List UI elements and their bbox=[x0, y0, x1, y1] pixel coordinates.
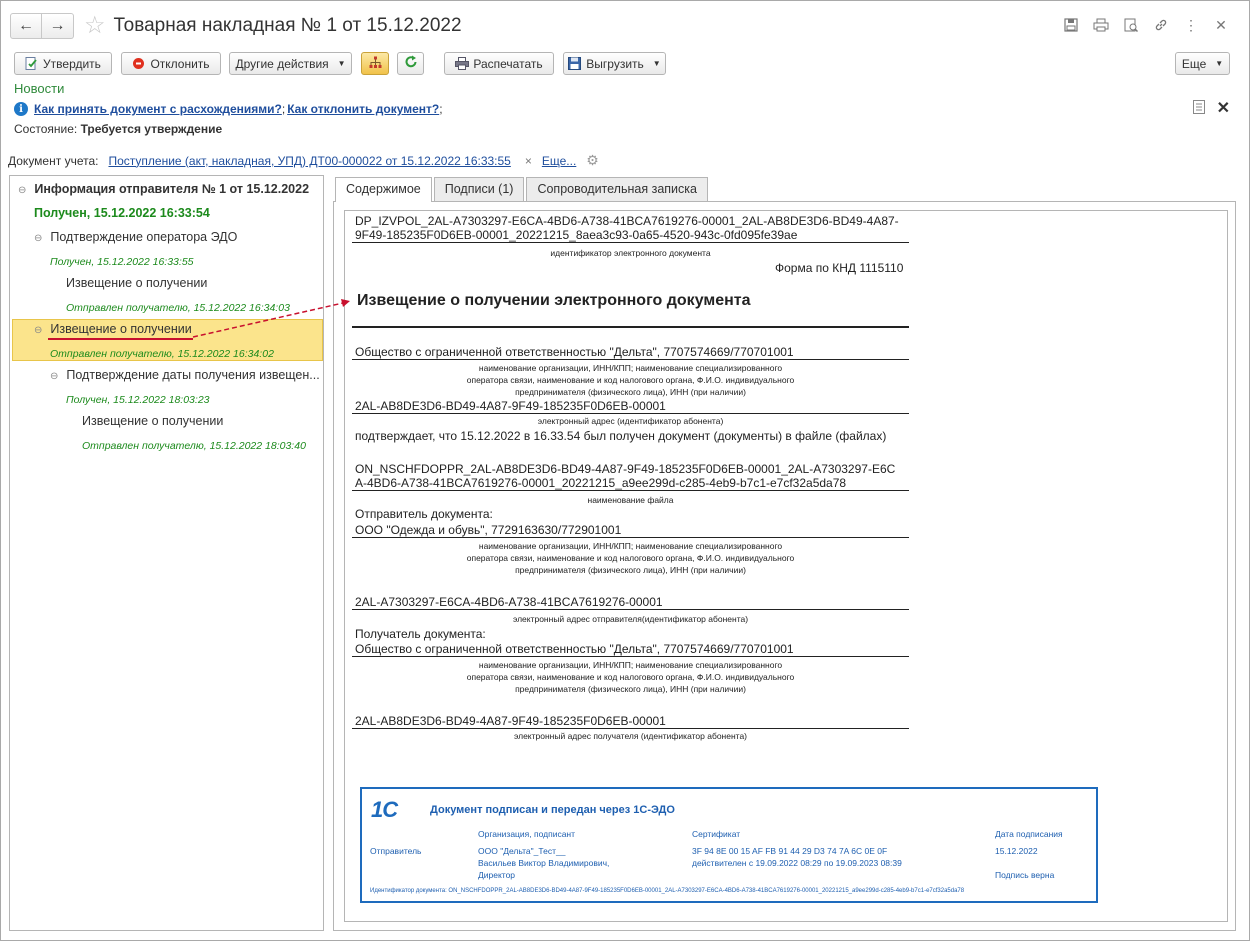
tree-node-title: Информация отправителя № 1 от 15.12.2022 bbox=[34, 182, 310, 196]
sender-address: 2AL-A7303297-E6CA-4BD6-A738-41BCA7619276-00001 bbox=[355, 595, 663, 609]
receiver-caption-3: предпринимателя (физического лица), ИНН (при наличии) bbox=[515, 684, 746, 694]
tree-node-status: Получен, 15.12.2022 16:33:55 bbox=[50, 256, 194, 268]
stamp-sign-date: 15.12.2022 bbox=[995, 846, 1038, 856]
org-address: 2AL-AB8DE3D6-BD49-4A87-9F49-185235F0D6EB-00001 bbox=[355, 399, 666, 413]
separator: ; bbox=[439, 102, 443, 116]
stamp-signer: Васильев Виктор Владимирович, bbox=[478, 858, 610, 868]
state-value: Требуется утверждение bbox=[80, 122, 223, 136]
accounting-doc-more-link[interactable]: Еще... bbox=[541, 153, 577, 168]
annotation-arrowhead bbox=[341, 299, 350, 307]
print-label: Распечатать bbox=[473, 56, 543, 71]
other-actions-label: Другие действия bbox=[235, 56, 329, 71]
approve-label: Утвердить bbox=[43, 56, 101, 71]
form-knd: Форма по КНД 1115110 bbox=[775, 261, 904, 275]
window-title: Товарная накладная № 1 от 15.12.2022 bbox=[113, 15, 462, 36]
receiver-caption-1: наименование организации, ИНН/КПП; наименование специализированного bbox=[478, 660, 783, 670]
stamp-position: Директор bbox=[478, 870, 516, 880]
receiver-label: Получатель документа: bbox=[355, 627, 486, 641]
annotation-arrow-line bbox=[193, 303, 343, 337]
receiver-address: 2AL-AB8DE3D6-BD49-4A87-9F49-185235F0D6EB-00001 bbox=[355, 714, 666, 728]
arrow-left-icon: ← bbox=[18, 17, 34, 34]
receiver-caption-2: оператора связи, наименование и код налогового органа, Ф.И.О. индивидуального bbox=[466, 672, 795, 682]
arrow-right-icon: → bbox=[49, 17, 66, 34]
more-label: Еще bbox=[1181, 56, 1207, 71]
tree-node-title: Извещение о получении bbox=[66, 276, 208, 290]
stamp-col-cert: Сертификат bbox=[692, 829, 741, 839]
1c-logo: 1С bbox=[371, 797, 398, 822]
chevron-down-icon: ▼ bbox=[1215, 59, 1224, 68]
stamp-sign-status: Подпись верна bbox=[995, 870, 1055, 880]
stamp-role: Отправитель bbox=[370, 846, 422, 856]
stamp-org-name: ООО "Дельта"_Тест__ bbox=[478, 846, 566, 856]
collapse-icon[interactable]: ⊖ bbox=[34, 233, 43, 244]
tree-node-status: Получен, 15.12.2022 16:33:54 bbox=[34, 206, 210, 220]
doc-id-caption: идентификатор электронного документа bbox=[550, 248, 711, 258]
close-message-icon[interactable]: ✕ bbox=[1216, 100, 1230, 117]
tree-node-title: Извещение о получении bbox=[50, 322, 192, 336]
info-icon: i bbox=[14, 102, 28, 116]
help-link-reject[interactable]: Как отклонить документ? bbox=[287, 102, 440, 116]
export-label: Выгрузить bbox=[586, 56, 644, 71]
org-caption-3: предпринимателя (физического лица), ИНН (при наличии) bbox=[515, 387, 746, 397]
gear-icon[interactable]: ⚙ bbox=[586, 152, 599, 168]
state-label: Состояние: bbox=[14, 122, 78, 136]
confirmation-text: подтверждает, что 15.12.2022 в 16.33.54 был получен документ (документы) в файле (файлах) bbox=[355, 429, 887, 443]
stamp-cert-number: 3F 94 8E 00 15 AF FB 91 44 29 D3 74 7A 6C 0E 0F bbox=[692, 846, 888, 856]
accounting-doc-label: Документ учета: bbox=[8, 153, 99, 168]
file-name-line1: ON_NSCHFDOPPR_2AL-AB8DE3D6-BD49-4A87-9F49-185235F0D6EB-00001_2AL-A7303297-E6C bbox=[355, 462, 896, 476]
tab-cover-note[interactable]: Сопроводительная записка bbox=[526, 177, 708, 201]
stamp-col-date: Дата подписания bbox=[995, 829, 1063, 839]
accounting-doc-link[interactable]: Поступление (акт, накладная, УПД) ДТ00-000022 от 15.12.2022 16:33:55 bbox=[108, 153, 511, 168]
org-name: Общество с ограниченной ответственностью "Дельта", 7707574669/770701001 bbox=[355, 345, 794, 359]
collapse-icon[interactable]: ⊖ bbox=[18, 185, 27, 196]
favorite-star-icon[interactable]: ☆ bbox=[84, 12, 106, 39]
sender-label: Отправитель документа: bbox=[355, 507, 493, 521]
tab-content[interactable]: Содержимое bbox=[335, 177, 432, 202]
sender-address-caption: электронный адрес отправителя(идентификатор абонента) bbox=[512, 614, 749, 624]
more-vertical-icon[interactable]: ⋮ bbox=[1184, 16, 1198, 33]
close-icon[interactable]: ✕ bbox=[1215, 16, 1227, 33]
tree-node-title: Подтверждение даты получения извещен... bbox=[66, 368, 320, 382]
sender-caption-2: оператора связи, наименование и код налогового органа, Ф.И.О. индивидуального bbox=[466, 553, 795, 563]
doc-id-line2: 9F49-185235F0D6EB-00001_20221215_8aea3c93-0a65-4520-943c-0fd095fe39ae bbox=[355, 228, 798, 242]
tab-signatures[interactable]: Подписи (1) bbox=[434, 177, 525, 201]
sender-org: ООО "Одежда и обувь", 7729163630/772901001 bbox=[355, 523, 622, 537]
org-caption-1: наименование организации, ИНН/КПП; наименование специализированного bbox=[478, 363, 783, 373]
news-link[interactable]: Новости bbox=[14, 81, 65, 96]
tree-node-status: Отправлен получателю, 15.12.2022 18:03:40 bbox=[82, 440, 306, 452]
chevron-down-icon: ▼ bbox=[337, 59, 346, 68]
file-name-caption: наименование файла bbox=[587, 495, 674, 505]
org-caption-2: оператора связи, наименование и код налогового органа, Ф.И.О. индивидуального bbox=[466, 375, 795, 385]
tree-node-status: Получен, 15.12.2022 18:03:23 bbox=[66, 394, 210, 406]
document-heading: Извещение о получении электронного документа bbox=[357, 292, 751, 309]
stamp-col-org: Организация, подписант bbox=[478, 829, 576, 839]
clear-icon[interactable]: × bbox=[524, 153, 532, 168]
chevron-down-icon: ▼ bbox=[652, 59, 661, 68]
tree-node-status: Отправлен получателю, 15.12.2022 16:34:03 bbox=[66, 302, 290, 314]
tree-node-title: Извещение о получении bbox=[82, 414, 224, 428]
file-name-line2: A-4BD6-A738-41BCA7619276-00001_20221215_a9ee299d-c285-4eb9-b7c1-e7cf32a5da78 bbox=[355, 476, 847, 490]
help-link-accept-discrepancy[interactable]: Как принять документ с расхождениями? bbox=[34, 102, 282, 116]
sender-caption-3: предпринимателя (физического лица), ИНН (при наличии) bbox=[515, 565, 746, 575]
tree-node-title: Подтверждение оператора ЭДО bbox=[50, 230, 238, 244]
collapse-icon[interactable]: ⊖ bbox=[50, 371, 59, 382]
separator: ; bbox=[281, 102, 286, 116]
receiver-address-caption: электронный адрес получателя (идентификатор абонента) bbox=[513, 731, 748, 741]
collapse-icon[interactable]: ⊖ bbox=[34, 325, 43, 336]
stamp-cert-validity: действителен с 19.09.2022 08:29 по 19.09.2023 08:39 bbox=[692, 858, 902, 868]
receiver-org: Общество с ограниченной ответственностью "Дельта", 7707574669/770701001 bbox=[355, 642, 794, 656]
tree-node-status: Отправлен получателю, 15.12.2022 16:34:02 bbox=[50, 348, 274, 360]
reject-label: Отклонить bbox=[150, 56, 210, 71]
sender-caption-1: наименование организации, ИНН/КПП; наименование специализированного bbox=[478, 541, 783, 551]
org-address-caption: электронный адрес (идентификатор абонента) bbox=[537, 416, 724, 426]
stamp-document-id: Идентификатор документа: ON_NSCHFDOPPR_2AL-AB8DE3D6-BD49-4A87-9F49-185235F0D6EB-00001_2AL-A7303297-E6CA-4BD6-A738-41BCA7619276-00001_20221215_a9ee299d-c285-4eb9-b7c1-e7cf32a5da78 bbox=[370, 888, 965, 894]
stamp-title: Документ подписан и передан через 1С-ЭДО bbox=[430, 804, 675, 816]
doc-id-line1: DP_IZVPOL_2AL-A7303297-E6CA-4BD6-A738-41BCA7619276-00001_2AL-AB8DE3D6-BD49-4A87- bbox=[355, 214, 899, 228]
